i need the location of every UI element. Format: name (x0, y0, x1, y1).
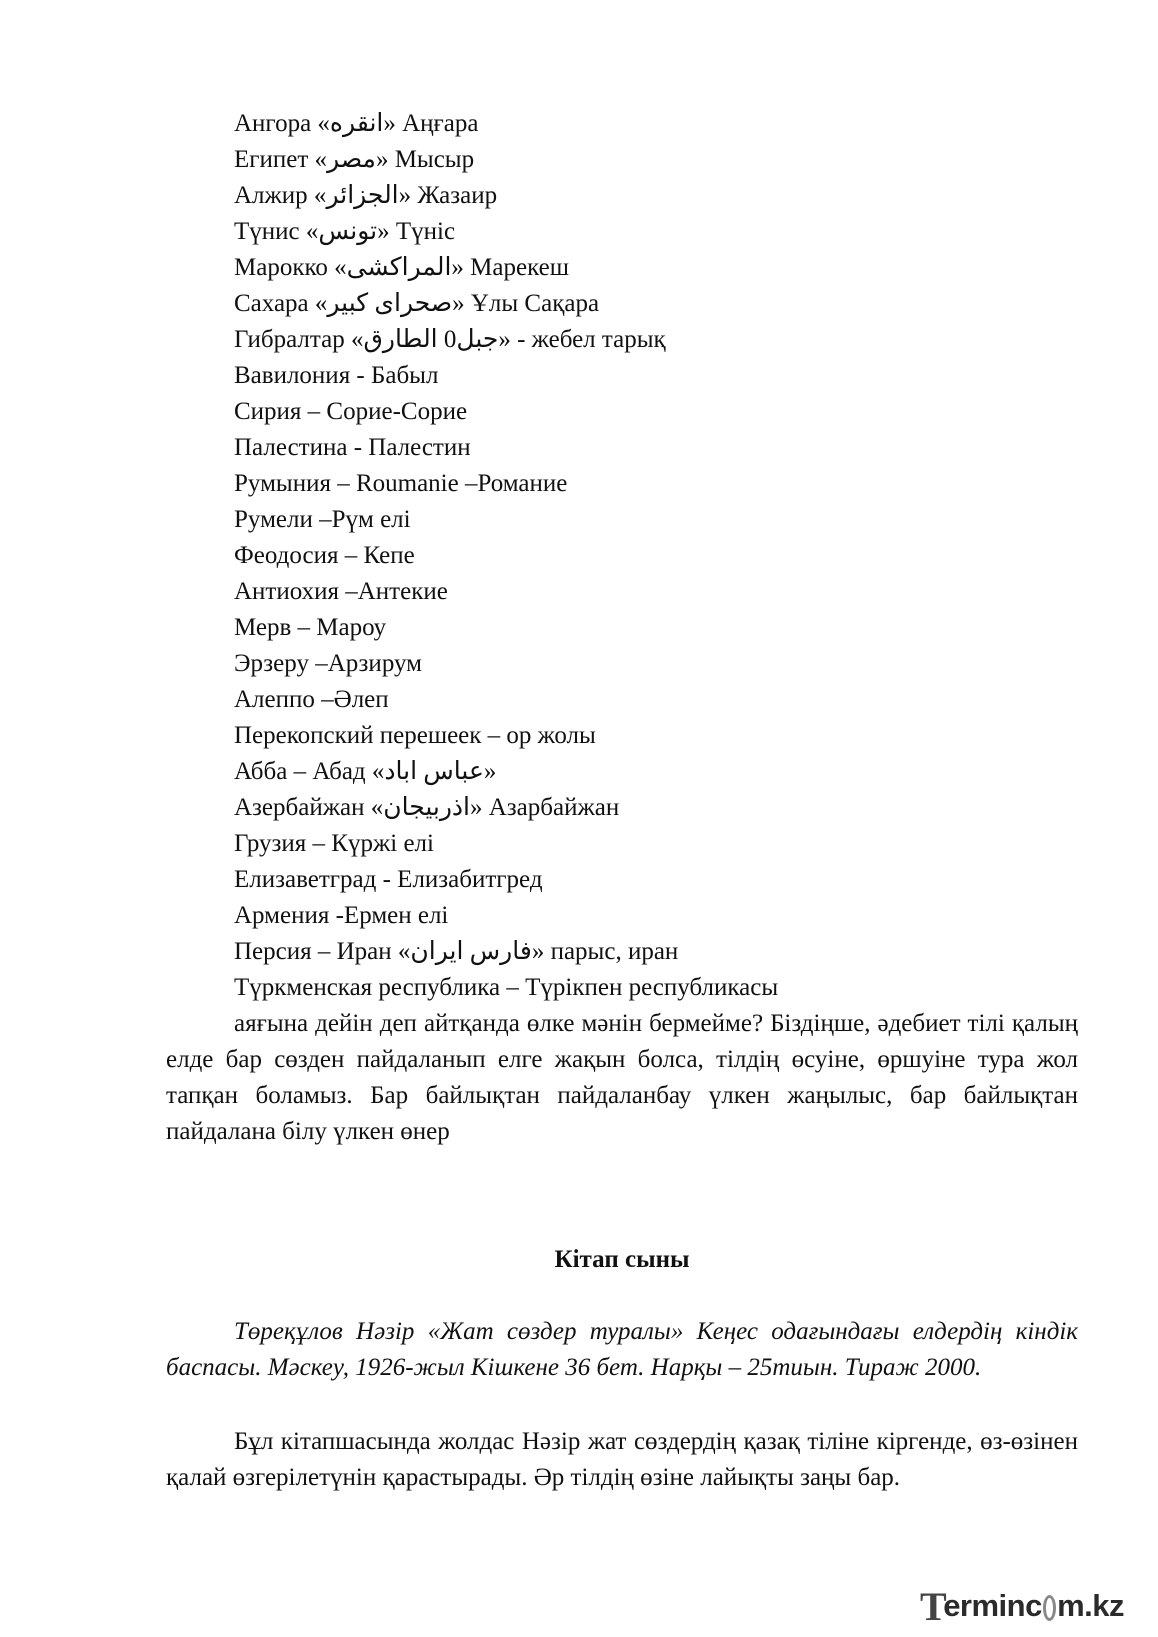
list-item: Ангора «انقره» Аңғара (234, 110, 479, 137)
body-paragraph: аяғына дейін деп айтқанда өлке мәнін бермейме? Біздіңше, әдебиет тілі қалың елде бар сөзден пайдаланып елге жақын болса, тілдің өсуіне, өршуіне тура жол тапқан боламыз. Бар байлықтан пайдаланбау үлкен жаңылыс, бар байлықтан пайдалана білу үлкен өнер (166, 1010, 1078, 1145)
list-item: Персия – Иран «فارس ایران» парыс, иран (234, 938, 679, 965)
list-item: Марокко «المراكشى» Марекеш (234, 254, 569, 281)
list-item: Румели –Рүм елі (234, 506, 411, 533)
section-heading: Кітап сыны (554, 1246, 690, 1273)
toponym-list (234, 106, 778, 1006)
list-item: Вавилония - Бабыл (234, 362, 439, 389)
magnifier-icon (1043, 1595, 1056, 1621)
list-item: Антиохия –Антекие (234, 578, 448, 605)
termincom-logo[interactable] (920, 1583, 1124, 1629)
list-item: Мерв – Мароу (234, 614, 387, 641)
list-item: Абба – Абад «عباس اباد» (234, 758, 497, 785)
logo-text: erminc (943, 1588, 1042, 1623)
list-item: Түнис «تونس» Түніс (234, 218, 456, 245)
list-item: Грузия – Күржі елі (234, 830, 434, 857)
list-item: Палестина - Палестин (234, 434, 471, 461)
list-item: Елизаветград - Елизабитгред (234, 866, 543, 893)
list-item: Алеппо –Әлеп (234, 686, 389, 713)
list-item: Сирия – Сорие-Сорие (234, 398, 468, 425)
logo-letter: T (920, 1583, 947, 1629)
list-item: Алжир «الجزائر» Жазаир (234, 182, 498, 209)
citation-paragraph: Төреқұлов Нәзір «Жат сөздер туралы» Кеңес одағындағы елдердің кіндік баспасы. Мәскеу, 1926-жыл Кішкене 36 бет. Нарқы – 25тиын. Тираж 2000. (166, 1318, 1078, 1381)
list-item: Феодосия – Кепе (234, 542, 415, 569)
logo-text: m.kz (1057, 1588, 1124, 1623)
list-item: Сахара «صحرای کبیر» Ұлы Сақара (234, 290, 600, 317)
list-item: Түркменская республика – Түрікпен республикасы (234, 974, 779, 1001)
list-item: Перекопский перешеек – ор жолы (234, 722, 596, 749)
list-item: Египет «مصر» Мысыр (234, 146, 475, 173)
list-item: Гибралтар «جبل0 الطارق» - жебел тарық (234, 326, 666, 353)
list-item: Армения -Ермен елі (234, 902, 449, 929)
list-item: Азербайжан «اذربیجان» Азарбайжан (234, 794, 620, 821)
body-paragraph: Бұл кітапшасында жолдас Нәзір жат сөздердің қазақ тіліне кіргенде, өз-өзінен қалай өзгерілетүнін қарастырады. Әр тілдің өзіне лайықты заңы бар. (166, 1428, 1078, 1491)
list-item: Эрзеру –Арзирум (234, 650, 422, 677)
list-item: Румыния – Roumanie –Романие (234, 470, 568, 497)
